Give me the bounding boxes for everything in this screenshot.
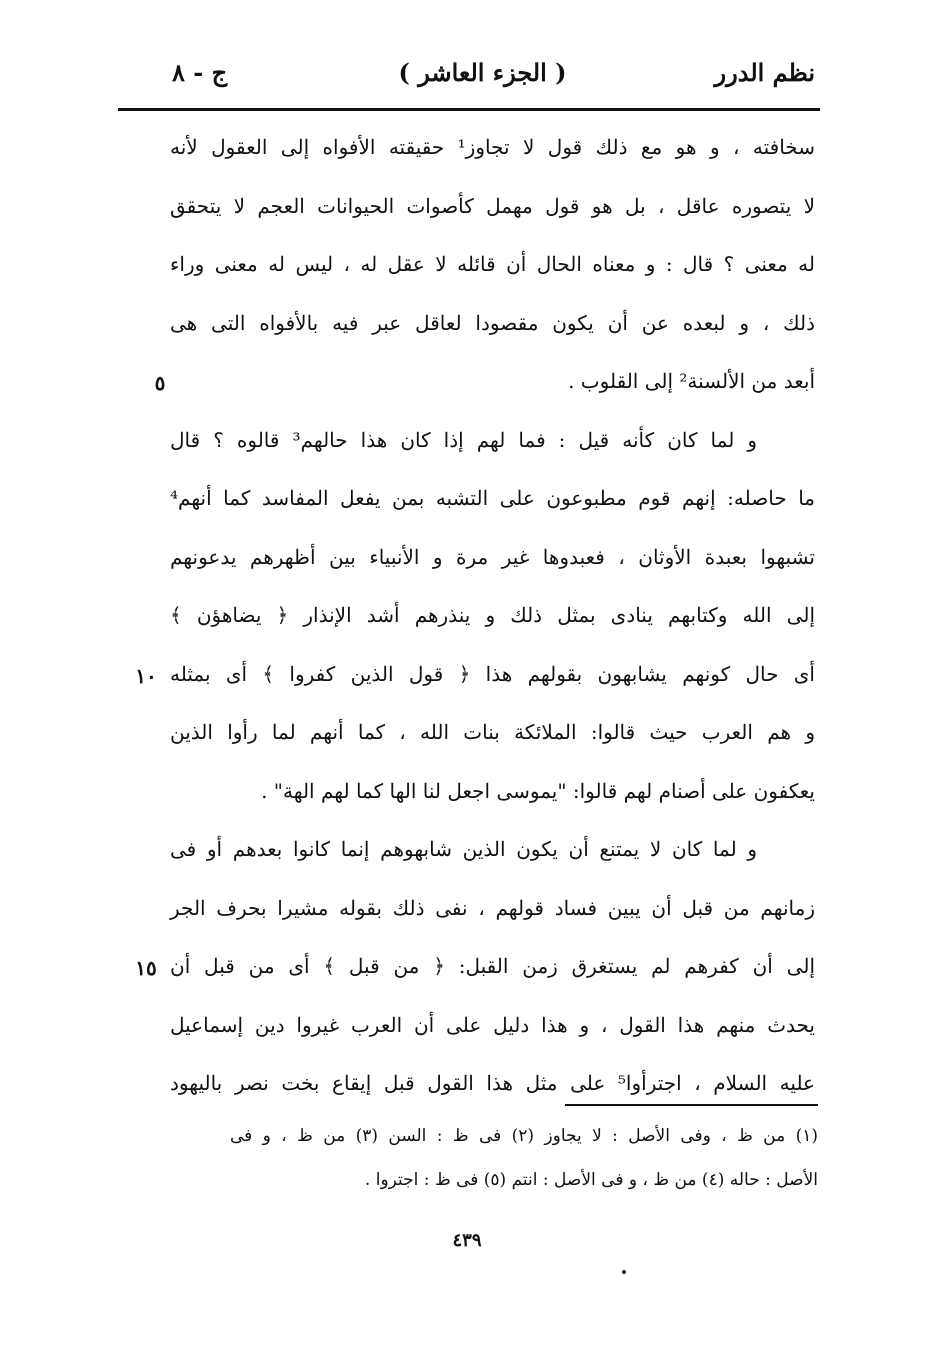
line-number: ١٥: [135, 956, 157, 980]
footnote-line: (١) من ظ ، وفى الأصل : لا يجاوز (٢) فى ظ : السن (٣) من ظ ، و فى: [230, 1126, 818, 1146]
book-title: نظم الدرر: [714, 58, 815, 87]
line-number: ١٠: [135, 663, 157, 688]
text-line: لا يتصوره عاقل ، بل هو قول مهمل كأصوات الحيوانات العجم لا يتحقق: [170, 193, 815, 218]
text-line: زمانهم من قبل أن يبين فساد قولهم ، نفى ذلك بقوله مشيرا بحرف الجر: [170, 895, 815, 920]
footnotes: [230, 1114, 818, 1202]
footnote-line: الأصل : حاله (٤) من ظ ، و فى الأصل : انتم (٥) فى ظ : اجتروا .: [364, 1170, 818, 1190]
running-header: [150, 52, 815, 98]
text-line: يعكفون على أصنام لهم قالوا: "يموسى اجعل لنا الها كما لهم الهة" .: [261, 778, 815, 803]
text-line: إلى أن كفرهم لم يستغرق زمن القبل: ﴿ من قبل ﴾ أى من قبل أن: [170, 954, 815, 978]
part-title: ( الجزء العاشر ): [398, 58, 567, 87]
header-rule: [118, 108, 820, 111]
text-line: و هم العرب حيث قالوا: الملائكة بنات الله ، كما أنهم لما رأوا الذين: [170, 720, 815, 744]
line-number: ٥: [154, 371, 166, 395]
text-line: أى حال كونهم يشابهون بقولهم هذا ﴿ قول الذين كفروا ﴾ أى بمثله: [170, 661, 815, 686]
ink-speck: [622, 1270, 626, 1274]
text-line: سخافته ، و هو مع ذلك قول لا تجاوز¹ حقيقته الأفواه إلى العقول لأنه: [170, 135, 815, 159]
text-line: عليه السلام ، اجترأوا⁵ على مثل هذا القول قبل إيقاع بخت نصر باليهود: [170, 1071, 815, 1095]
text-line: يحدث منهم هذا القول ، و هذا دليل على أن العرب غيروا دين إسماعيل: [170, 1012, 815, 1037]
page-number: ٤٣٩: [452, 1230, 482, 1251]
text-line: ذلك ، و لبعده عن أن يكون مقصودا لعاقل عبر فيه بالأفواه التى هى: [170, 310, 815, 335]
text-line: ما حاصله: إنهم قوم مطبوعون على التشبه بمن يفعل المفاسد كما أنهم⁴: [170, 486, 815, 510]
text-line: له معنى ؟ قال : و معناه الحال أن قائله لا عقل له ، ليس له معنى وراء: [170, 252, 815, 276]
text-line: أبعد من الألسنة² إلى القلوب .: [568, 369, 815, 393]
main-text: [170, 118, 815, 1113]
volume-label: ج - ٨: [172, 58, 228, 87]
text-line: و لما كان كأنه قيل : فما لهم إذا كان هذا حالهم³ قالوه ؟ قال: [170, 427, 758, 452]
text-line: و لما كان لا يمتنع أن يكون الذين شابهوهم إنما كانوا بعدهم أو فى: [170, 837, 757, 861]
text-line: تشبهوا بعبدة الأوثان ، فعبدوها غير مرة و الأنبياء بين أظهرهم يدعونهم: [170, 544, 815, 569]
text-line: إلى الله وكتابهم ينادى بمثل ذلك و ينذرهم أشد الإنذار ﴿ يضاهؤن ﴾: [170, 603, 815, 627]
footnote-rule: [565, 1104, 818, 1106]
